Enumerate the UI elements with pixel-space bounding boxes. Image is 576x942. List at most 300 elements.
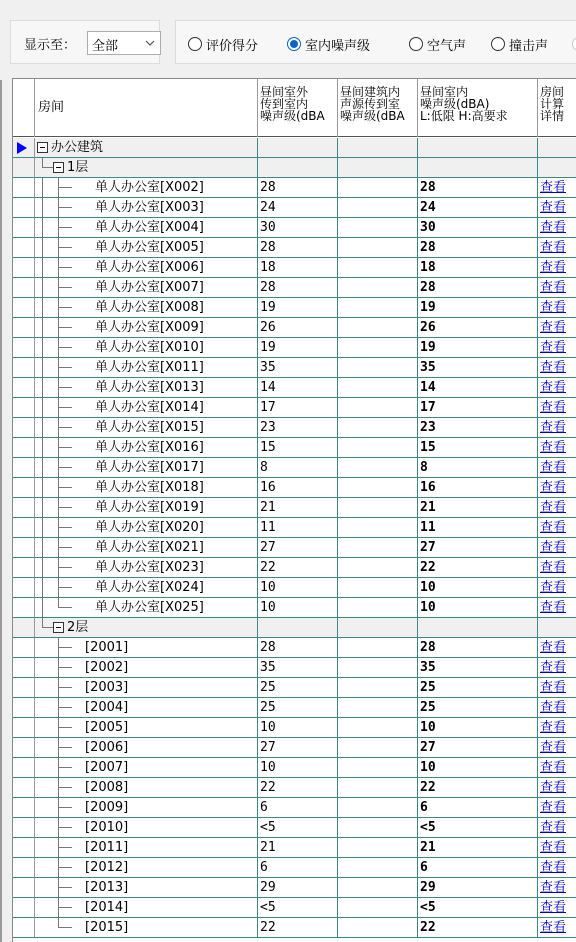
indoor-noise-cell: 35 <box>418 658 538 678</box>
tree-line <box>58 727 72 728</box>
tree-row-floor-1[interactable] <box>13 158 576 178</box>
radio-circle-icon <box>491 37 505 51</box>
row-selector[interactable] <box>13 618 35 638</box>
view-detail-link[interactable]: 查看 <box>538 558 576 578</box>
tree-line <box>58 487 72 488</box>
room-cell[interactable] <box>35 398 258 418</box>
outdoor-noise-cell: 28 <box>258 278 338 298</box>
column-header-detail[interactable] <box>538 79 576 137</box>
tree-line <box>58 858 59 878</box>
room-cell[interactable] <box>35 718 258 738</box>
row-selector[interactable] <box>13 658 35 678</box>
row-selector[interactable] <box>13 538 35 558</box>
indoor-noise-cell: 22 <box>418 778 538 798</box>
row-selector[interactable] <box>13 198 35 218</box>
indoor-source-noise-cell <box>338 158 418 178</box>
tree-line <box>58 318 59 338</box>
room-row[interactable] <box>13 438 576 458</box>
room-row[interactable] <box>13 418 576 438</box>
room-name: [2008] <box>85 780 129 795</box>
room-name: 单人办公室[X009] <box>95 320 204 335</box>
room-cell[interactable] <box>35 498 258 518</box>
tree-line <box>42 258 43 278</box>
room-row[interactable] <box>13 338 576 358</box>
collapse-toggle-icon[interactable] <box>53 622 64 633</box>
row-selector[interactable] <box>13 358 35 378</box>
outdoor-noise-cell: 21 <box>258 838 338 858</box>
view-detail-link[interactable]: 查看 <box>538 318 576 338</box>
tree-line <box>58 798 59 818</box>
outdoor-noise-cell: 28 <box>258 178 338 198</box>
tree-line <box>42 167 53 168</box>
tree-line <box>58 427 72 428</box>
view-detail-link[interactable]: 查看 <box>538 398 576 418</box>
room-cell[interactable] <box>35 458 258 478</box>
indoor-source-noise-cell <box>338 558 418 578</box>
outdoor-noise-cell: 10 <box>258 578 338 598</box>
room-row[interactable] <box>13 258 576 278</box>
room-name: [2004] <box>85 700 129 715</box>
indoor-source-noise-cell <box>338 418 418 438</box>
room-name: [2002] <box>85 660 129 675</box>
radio-circle-icon <box>287 37 301 51</box>
view-detail-link[interactable]: 查看 <box>538 178 576 198</box>
tree-row-floor-2[interactable] <box>13 618 576 638</box>
room-cell[interactable] <box>35 158 258 178</box>
tree-line <box>58 407 72 408</box>
indoor-source-noise-cell <box>338 258 418 278</box>
view-detail-link[interactable]: 查看 <box>538 218 576 238</box>
row-selector[interactable] <box>13 758 35 778</box>
room-row[interactable] <box>13 738 576 758</box>
row-selector[interactable] <box>13 298 35 318</box>
tree-line <box>58 238 59 258</box>
tree-line <box>42 598 43 618</box>
current-row-marker-icon <box>17 142 27 154</box>
view-detail-link[interactable]: 查看 <box>538 298 576 318</box>
row-selector[interactable] <box>13 458 35 478</box>
room-row[interactable] <box>13 478 576 498</box>
view-detail-link[interactable]: 查看 <box>538 598 576 618</box>
room-row[interactable] <box>13 378 576 398</box>
view-detail-link[interactable]: 查看 <box>538 838 576 858</box>
row-selector[interactable] <box>13 178 35 198</box>
tree-line <box>42 578 43 598</box>
room-name: [2011] <box>85 840 129 855</box>
indoor-source-noise-cell <box>338 698 418 718</box>
row-selector[interactable] <box>13 638 35 658</box>
room-cell[interactable] <box>35 918 258 938</box>
view-detail-link[interactable]: 查看 <box>538 918 576 938</box>
view-detail-link[interactable]: 查看 <box>538 278 576 298</box>
room-cell[interactable] <box>35 558 258 578</box>
tree-line <box>58 218 59 238</box>
room-cell[interactable] <box>35 438 258 458</box>
outdoor-noise-cell <box>258 158 338 178</box>
view-detail-link[interactable]: 查看 <box>538 738 576 758</box>
collapse-toggle-icon[interactable] <box>53 162 64 173</box>
indoor-noise-cell <box>418 138 538 158</box>
header-line: 声源传到室 <box>340 97 401 111</box>
radio-impact[interactable] <box>491 35 548 53</box>
view-detail-link[interactable]: 查看 <box>538 438 576 458</box>
tree-line <box>58 467 72 468</box>
room-row[interactable] <box>13 318 576 338</box>
room-cell[interactable] <box>35 798 258 818</box>
header-line: L:低限 H:高要求 <box>420 109 508 123</box>
room-row[interactable] <box>13 578 576 598</box>
outdoor-noise-cell: 28 <box>258 238 338 258</box>
room-cell[interactable] <box>35 478 258 498</box>
room-row[interactable] <box>13 538 576 558</box>
row-selector[interactable] <box>13 698 35 718</box>
indoor-source-noise-cell <box>338 178 418 198</box>
room-row[interactable] <box>13 638 576 658</box>
outdoor-noise-cell: 29 <box>258 878 338 898</box>
room-row[interactable] <box>13 518 576 538</box>
column-header-room[interactable] <box>35 79 258 137</box>
row-selector[interactable] <box>13 478 35 498</box>
outdoor-noise-cell: 21 <box>258 498 338 518</box>
outdoor-noise-cell <box>258 618 338 638</box>
room-row[interactable] <box>13 678 576 698</box>
tree-line <box>42 338 43 358</box>
tree-line <box>42 478 43 498</box>
room-cell[interactable] <box>35 838 258 858</box>
tree-line <box>42 627 53 628</box>
indoor-noise-cell: 10 <box>418 578 538 598</box>
row-selector[interactable] <box>13 918 35 938</box>
room-row[interactable] <box>13 838 576 858</box>
indoor-noise-cell <box>418 618 538 638</box>
row-selector[interactable] <box>13 598 35 618</box>
view-detail-link[interactable]: 查看 <box>538 418 576 438</box>
room-cell[interactable] <box>35 898 258 918</box>
header-line: 计算 <box>540 97 565 111</box>
room-row[interactable] <box>13 358 576 378</box>
room-cell[interactable] <box>35 318 258 338</box>
outdoor-noise-cell: 22 <box>258 778 338 798</box>
room-row[interactable] <box>13 818 576 838</box>
row-selector[interactable] <box>13 798 35 818</box>
room-row[interactable] <box>13 658 576 678</box>
tree-line <box>58 338 59 358</box>
column-header-outdoor[interactable] <box>258 79 338 137</box>
room-cell[interactable] <box>35 818 258 838</box>
header-line: 昼间室外 <box>260 85 309 99</box>
radio-airborne[interactable] <box>409 35 466 53</box>
indoor-noise-cell: 23 <box>418 418 538 438</box>
indoor-noise-cell: 11 <box>418 518 538 538</box>
indoor-source-noise-cell <box>338 898 418 918</box>
view-detail-link[interactable]: 查看 <box>538 198 576 218</box>
view-detail-link[interactable]: 查看 <box>538 858 576 878</box>
tree-line <box>58 787 72 788</box>
row-selector[interactable] <box>13 898 35 918</box>
view-detail-link[interactable]: 查看 <box>538 678 576 698</box>
row-selector[interactable] <box>13 678 35 698</box>
room-row[interactable] <box>13 918 576 938</box>
outdoor-noise-cell: 10 <box>258 758 338 778</box>
room-row[interactable] <box>13 778 576 798</box>
outdoor-noise-cell <box>258 138 338 158</box>
collapse-toggle-icon[interactable] <box>37 142 48 153</box>
view-detail-link[interactable]: 查看 <box>538 258 576 278</box>
room-row[interactable] <box>13 878 576 898</box>
tree-line <box>42 398 43 418</box>
tree-line <box>58 878 59 898</box>
tree-line <box>42 218 43 238</box>
indoor-source-noise-cell <box>338 138 418 158</box>
outdoor-noise-cell: 18 <box>258 258 338 278</box>
tree-row-building[interactable] <box>13 138 576 158</box>
room-row[interactable] <box>13 178 576 198</box>
room-cell[interactable] <box>35 858 258 878</box>
row-selector[interactable] <box>13 158 35 178</box>
indoor-source-noise-cell <box>338 518 418 538</box>
view-detail-link[interactable]: 查看 <box>538 878 576 898</box>
outdoor-noise-cell: 6 <box>258 798 338 818</box>
indoor-noise-cell: 22 <box>418 558 538 578</box>
room-name: [2014] <box>85 900 129 915</box>
tree-line <box>58 527 72 528</box>
view-detail-link[interactable]: 查看 <box>538 798 576 818</box>
row-selector[interactable] <box>13 778 35 798</box>
tree-line <box>58 358 59 378</box>
row-selector[interactable] <box>13 738 35 758</box>
room-row[interactable] <box>13 698 576 718</box>
tree-line <box>58 258 59 278</box>
indoor-noise-cell: 6 <box>418 858 538 878</box>
indoor-noise-cell: 28 <box>418 278 538 298</box>
room-cell[interactable] <box>35 578 258 598</box>
outdoor-noise-cell: 26 <box>258 318 338 338</box>
indoor-source-noise-cell <box>338 458 418 478</box>
view-detail-link[interactable]: 查看 <box>538 778 576 798</box>
room-name: 单人办公室[X016] <box>95 440 204 455</box>
display-level-group <box>10 20 160 64</box>
room-cell[interactable] <box>35 678 258 698</box>
outdoor-noise-cell: 14 <box>258 378 338 398</box>
room-cell[interactable] <box>35 218 258 238</box>
tree-line <box>58 327 72 328</box>
view-detail-link[interactable]: 查看 <box>538 578 576 598</box>
room-row[interactable] <box>13 798 576 818</box>
room-cell[interactable] <box>35 138 258 158</box>
room-cell[interactable] <box>35 698 258 718</box>
view-detail-link[interactable]: 查看 <box>538 498 576 518</box>
indoor-noise-cell: 24 <box>418 198 538 218</box>
view-detail-link[interactable]: 查看 <box>538 638 576 658</box>
view-detail-link[interactable]: 查看 <box>538 378 576 398</box>
room-cell[interactable] <box>35 618 258 638</box>
room-cell[interactable] <box>35 358 258 378</box>
indoor-noise-cell: 16 <box>418 478 538 498</box>
indoor-noise-cell: 19 <box>418 338 538 358</box>
grid-header <box>13 79 576 137</box>
room-row[interactable] <box>13 718 576 738</box>
tree-line <box>58 178 59 198</box>
room-cell[interactable] <box>35 518 258 538</box>
tree-line <box>58 647 72 648</box>
row-selector[interactable] <box>13 438 35 458</box>
room-row[interactable] <box>13 278 576 298</box>
room-row[interactable] <box>13 598 576 618</box>
tree-line <box>58 367 72 368</box>
tree-line <box>58 927 72 928</box>
indoor-source-noise-cell <box>338 918 418 938</box>
row-selector[interactable] <box>13 418 35 438</box>
room-row[interactable] <box>13 218 576 238</box>
header-line: 昼间室内 <box>420 85 469 99</box>
row-selector[interactable] <box>13 838 35 858</box>
row-selector[interactable] <box>13 338 35 358</box>
indoor-noise-cell: 21 <box>418 498 538 518</box>
chevron-down-icon <box>144 36 156 50</box>
outdoor-noise-cell: 27 <box>258 538 338 558</box>
radio-airborne-label: 空气声 <box>427 38 467 54</box>
room-cell[interactable] <box>35 238 258 258</box>
room-cell[interactable] <box>35 538 258 558</box>
room-name: 单人办公室[X008] <box>95 300 204 315</box>
indoor-noise-cell: 10 <box>418 758 538 778</box>
tree-line <box>58 827 72 828</box>
view-detail-link[interactable]: 查看 <box>538 478 576 498</box>
indoor-source-noise-cell <box>338 398 418 418</box>
row-selector[interactable] <box>13 578 35 598</box>
room-cell[interactable] <box>35 198 258 218</box>
indoor-source-noise-cell <box>338 338 418 358</box>
column-header-indoor[interactable] <box>418 79 538 137</box>
room-cell[interactable] <box>35 278 258 298</box>
view-detail-link[interactable]: 查看 <box>538 718 576 738</box>
tree-line <box>58 247 72 248</box>
room-row[interactable] <box>13 238 576 258</box>
room-row[interactable] <box>13 898 576 918</box>
row-selector[interactable] <box>13 278 35 298</box>
floor-name: 1层 <box>67 160 89 175</box>
room-cell[interactable] <box>35 758 258 778</box>
tree-line <box>58 778 59 798</box>
view-detail-link[interactable]: 查看 <box>538 758 576 778</box>
room-cell[interactable] <box>35 418 258 438</box>
tree-line <box>58 507 72 508</box>
view-mode-group <box>175 20 576 64</box>
room-name: [2012] <box>85 860 129 875</box>
radio-circle-icon <box>188 37 202 51</box>
outdoor-noise-cell: 24 <box>258 198 338 218</box>
room-row[interactable] <box>13 558 576 578</box>
row-selector[interactable] <box>13 818 35 838</box>
display-level-label: 显示至： <box>24 38 77 53</box>
view-detail-link[interactable]: 查看 <box>538 658 576 678</box>
indoor-source-noise-cell <box>338 298 418 318</box>
display-level-select[interactable] <box>87 31 161 55</box>
room-name: [2007] <box>85 760 129 775</box>
room-cell[interactable] <box>35 378 258 398</box>
indoor-source-noise-cell <box>338 858 418 878</box>
row-selector[interactable] <box>13 398 35 418</box>
indoor-source-noise-cell <box>338 198 418 218</box>
room-cell[interactable] <box>35 338 258 358</box>
row-selector[interactable] <box>13 218 35 238</box>
indoor-source-noise-cell <box>338 758 418 778</box>
view-detail-link[interactable]: 查看 <box>538 338 576 358</box>
outdoor-noise-cell: 35 <box>258 658 338 678</box>
row-selector[interactable] <box>13 378 35 398</box>
room-name: 单人办公室[X021] <box>95 540 204 555</box>
view-detail-link[interactable]: 查看 <box>538 818 576 838</box>
outdoor-noise-cell: 25 <box>258 698 338 718</box>
view-detail-link[interactable]: 查看 <box>538 238 576 258</box>
room-row[interactable] <box>13 458 576 478</box>
row-selector[interactable] <box>13 718 35 738</box>
room-row[interactable] <box>13 198 576 218</box>
radio-score[interactable] <box>188 35 258 53</box>
radio-partial-hidden[interactable] <box>572 35 576 53</box>
tree-line <box>58 898 59 918</box>
room-row[interactable] <box>13 758 576 778</box>
room-row[interactable] <box>13 298 576 318</box>
room-row[interactable] <box>13 498 576 518</box>
room-cell[interactable] <box>35 658 258 678</box>
row-selector[interactable] <box>13 238 35 258</box>
row-selector[interactable] <box>13 518 35 538</box>
view-detail-link[interactable]: 查看 <box>538 538 576 558</box>
radio-score-label: 评价得分 <box>206 38 259 54</box>
view-detail-link[interactable]: 查看 <box>538 458 576 478</box>
tree-line <box>58 438 59 458</box>
header-line: 昼间建筑内 <box>340 85 401 99</box>
view-detail-link[interactable]: 查看 <box>538 518 576 538</box>
room-cell[interactable] <box>35 778 258 798</box>
indoor-source-noise-cell <box>338 318 418 338</box>
room-row[interactable] <box>13 398 576 418</box>
room-cell[interactable] <box>35 638 258 658</box>
row-selector[interactable] <box>13 558 35 578</box>
row-selector[interactable] <box>13 258 35 278</box>
room-row[interactable] <box>13 858 576 878</box>
outdoor-noise-cell: 15 <box>258 438 338 458</box>
header-line: 噪声级(dBA) <box>420 97 490 111</box>
column-header-indoor-source[interactable] <box>338 79 418 137</box>
row-selector[interactable] <box>13 858 35 878</box>
room-cell[interactable] <box>35 298 258 318</box>
row-selector[interactable] <box>13 318 35 338</box>
row-selector[interactable] <box>13 878 35 898</box>
tree-line <box>42 198 43 218</box>
row-selector[interactable] <box>13 138 35 158</box>
row-selector[interactable] <box>13 498 35 518</box>
tree-line <box>58 538 59 558</box>
tree-line <box>58 518 59 538</box>
radio-indoor-noise[interactable] <box>287 35 370 53</box>
outdoor-noise-cell: <5 <box>258 818 338 838</box>
room-cell[interactable] <box>35 178 258 198</box>
outdoor-noise-cell: 22 <box>258 918 338 938</box>
header-line: 噪声级(dBA <box>340 109 405 123</box>
room-cell[interactable] <box>35 738 258 758</box>
tree-line <box>58 847 72 848</box>
indoor-noise-cell: 28 <box>418 238 538 258</box>
room-cell[interactable] <box>35 598 258 618</box>
tree-line <box>42 518 43 538</box>
room-cell[interactable] <box>35 878 258 898</box>
view-detail-link[interactable]: 查看 <box>538 898 576 918</box>
view-detail-link[interactable]: 查看 <box>538 358 576 378</box>
room-cell[interactable] <box>35 258 258 278</box>
view-detail-link[interactable]: 查看 <box>538 698 576 718</box>
